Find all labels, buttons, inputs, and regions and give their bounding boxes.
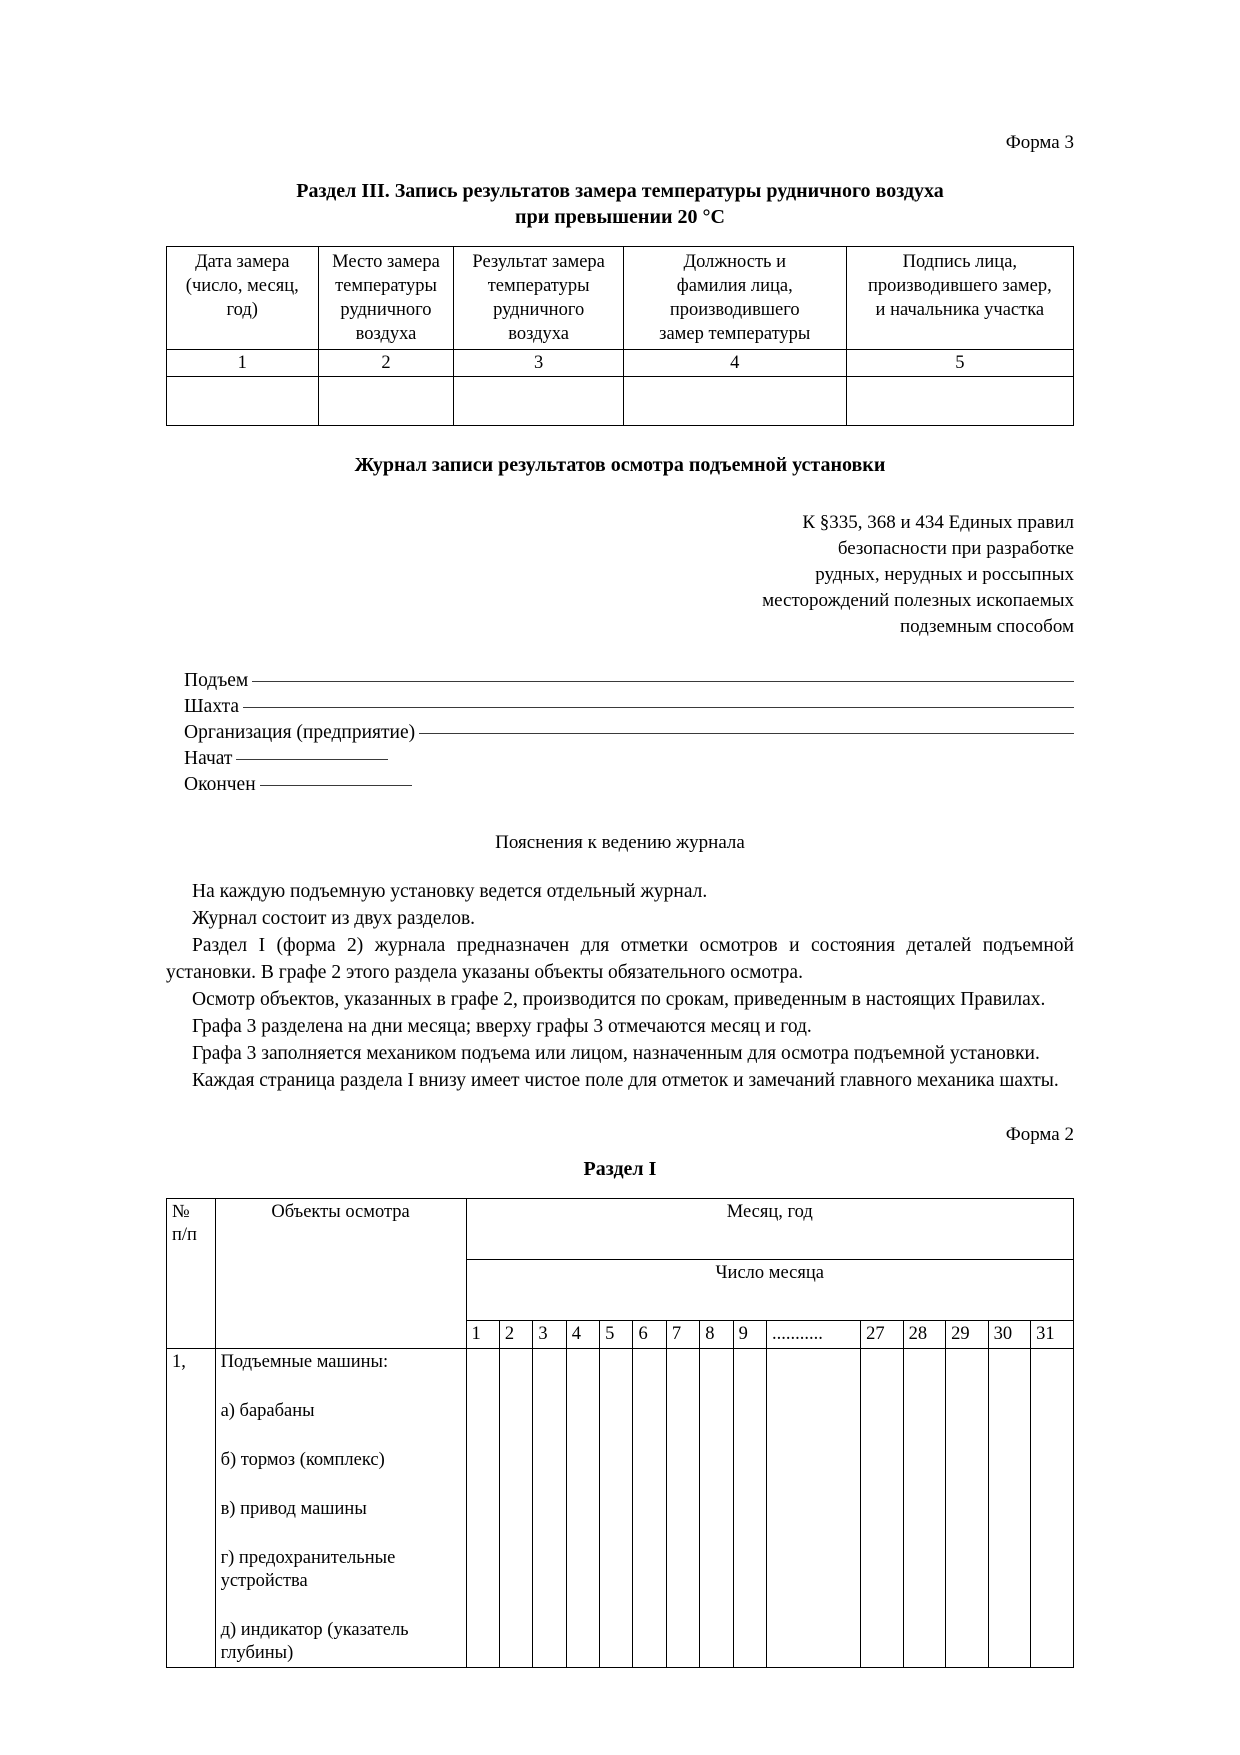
field-input-line[interactable] xyxy=(252,680,1074,682)
page-content xyxy=(166,0,1074,1668)
column-number: 5 xyxy=(846,350,1073,377)
table-header-cell-3 xyxy=(454,247,623,350)
table-header-cell-1 xyxy=(167,247,319,350)
header-cell-number xyxy=(167,1199,216,1349)
object-item: д) индикатор (указатель глубины) xyxy=(220,1620,409,1663)
day-cell[interactable] xyxy=(633,1349,666,1668)
explanations-heading: Пояснения к ведению журнала xyxy=(495,832,745,853)
column-number: 3 xyxy=(454,350,623,377)
journal-fields xyxy=(166,668,1074,798)
day-cell[interactable] xyxy=(499,1349,532,1668)
day-cell[interactable] xyxy=(861,1349,904,1668)
day-column-header: 5 xyxy=(600,1321,633,1349)
field-organizaciya[interactable] xyxy=(184,720,1074,746)
field-input-line[interactable] xyxy=(260,784,412,786)
field-label: Начат xyxy=(184,748,233,769)
header-text-line: Подпись лица, xyxy=(902,252,1018,272)
field-input-line[interactable] xyxy=(419,732,1074,734)
form-number-mid: Форма 2 xyxy=(1005,1124,1074,1145)
journal-title: Журнал записи результатов осмотра подъемной установки xyxy=(354,454,886,476)
table-row[interactable] xyxy=(167,1349,1074,1668)
header-text-line: фамилия лица, xyxy=(676,276,793,296)
explanation-paragraph: Каждая страница раздела I внизу имеет чистое поле для отметок и замечаний главного механика шахты. xyxy=(192,1070,1059,1091)
field-podem[interactable] xyxy=(184,668,1074,694)
reference-line: месторождений полезных ископаемых xyxy=(762,590,1074,611)
field-label: Подъем xyxy=(184,670,249,691)
explanation-paragraph: Осмотр объектов, указанных в графе 2, производится по срокам, приведенным в настоящих Правилах. xyxy=(192,989,1046,1010)
day-column-header: 28 xyxy=(903,1321,946,1349)
table-header-cell-2 xyxy=(318,247,454,350)
header-text-line: п/п xyxy=(172,1225,197,1245)
reference-line: безопасности при разработке xyxy=(837,538,1074,559)
field-input-line[interactable] xyxy=(243,706,1074,708)
day-cell[interactable] xyxy=(903,1349,946,1668)
section3-table xyxy=(166,246,1074,426)
column-number: 1 xyxy=(167,350,319,377)
day-column-header: 7 xyxy=(666,1321,699,1349)
day-column-header: 8 xyxy=(700,1321,733,1349)
header-text-line: Результат замера xyxy=(472,252,605,272)
header-text-line: производившего замер, xyxy=(867,276,1052,296)
field-input-line[interactable] xyxy=(236,758,388,760)
day-cell[interactable] xyxy=(733,1349,766,1668)
object-item: Подъемные машины: xyxy=(220,1352,389,1372)
object-item: в) привод машины xyxy=(220,1499,367,1519)
section1-header-row-month xyxy=(167,1199,1074,1260)
day-cell[interactable] xyxy=(466,1349,499,1668)
day-column-header: 1 xyxy=(466,1321,499,1349)
field-nachat[interactable] xyxy=(184,746,1074,772)
header-text-line: рудничного xyxy=(340,300,432,320)
field-shahta[interactable] xyxy=(184,694,1074,720)
table-header-cell-5 xyxy=(846,247,1073,350)
reference-line: К §335, 368 и 434 Единых правил xyxy=(802,512,1074,533)
day-column-header: 4 xyxy=(566,1321,599,1349)
field-label: Шахта xyxy=(184,696,240,717)
day-column-header: 30 xyxy=(988,1321,1031,1349)
header-text-line: рудничного xyxy=(493,300,585,320)
header-text-line: и начальника участка xyxy=(875,300,1045,320)
day-cell[interactable] xyxy=(1031,1349,1074,1668)
table-cell-empty[interactable] xyxy=(454,377,623,426)
header-text-line: Место замера xyxy=(332,252,440,272)
day-column-header-ellipsis: ........... xyxy=(767,1321,861,1349)
day-cell[interactable] xyxy=(700,1349,733,1668)
column-number: 4 xyxy=(623,350,846,377)
section3-title-line1: Раздел III. Запись результатов замера температуры рудничного воздуха xyxy=(296,180,944,202)
header-text-line: замер температуры xyxy=(659,324,811,344)
day-cell[interactable] xyxy=(533,1349,566,1668)
header-text-line: Дата замера xyxy=(195,252,290,272)
object-item: а) барабаны xyxy=(220,1401,315,1421)
day-cell[interactable] xyxy=(600,1349,633,1668)
day-cell[interactable] xyxy=(946,1349,989,1668)
header-text-line: (число, месяц, xyxy=(185,276,299,296)
day-column-header: 6 xyxy=(633,1321,666,1349)
day-column-header: 29 xyxy=(946,1321,989,1349)
day-column-header: 9 xyxy=(733,1321,766,1349)
table-header-cell-4 xyxy=(623,247,846,350)
day-column-header: 2 xyxy=(499,1321,532,1349)
reference-line: рудных, нерудных и россыпных xyxy=(815,564,1074,585)
day-cell[interactable] xyxy=(988,1349,1031,1668)
form-number-top: Форма 3 xyxy=(1005,132,1074,153)
object-item: б) тормоз (комплекс) xyxy=(220,1450,385,1470)
table-cell-empty[interactable] xyxy=(623,377,846,426)
row-objects-cell xyxy=(215,1349,466,1668)
header-text-line: год) xyxy=(226,300,258,320)
explanation-paragraph: Журнал состоит из двух разделов. xyxy=(192,908,476,929)
section1-table xyxy=(166,1198,1074,1668)
header-text-line: Должность и xyxy=(683,252,786,272)
header-cell-day-of-month: Число месяца xyxy=(466,1260,1073,1321)
table-column-number-row xyxy=(167,350,1074,377)
day-column-header: 3 xyxy=(533,1321,566,1349)
header-text-line: № xyxy=(172,1202,190,1222)
table-cell-empty[interactable] xyxy=(318,377,454,426)
section1-title: Раздел I xyxy=(583,1158,657,1180)
explanation-paragraph: Графа 3 разделена на дни месяца; вверху графы 3 отмечаются месяц и год. xyxy=(192,1016,812,1037)
explanation-paragraph: Раздел I (форма 2) журнала предназначен для отметки осмотров и состояния деталей подъемной установки. В графе 2 этого раздела указаны объекты обязательного осмотра. xyxy=(166,935,1074,983)
explanation-paragraph: На каждую подъемную установку ведется отдельный журнал. xyxy=(192,881,708,902)
table-row[interactable] xyxy=(167,377,1074,426)
object-item: г) предохранительные устройства xyxy=(220,1548,396,1591)
reference-line: подземным способом xyxy=(899,616,1074,637)
header-text-line: воздуха xyxy=(355,324,417,344)
day-column-header: 31 xyxy=(1031,1321,1074,1349)
column-number: 2 xyxy=(318,350,454,377)
day-cell[interactable] xyxy=(767,1349,861,1668)
header-text-line: температуры xyxy=(487,276,590,296)
section3-title-line2: при превышении 20 °C xyxy=(515,206,725,228)
day-cell[interactable] xyxy=(666,1349,699,1668)
table-cell-empty[interactable] xyxy=(846,377,1073,426)
day-column-header: 27 xyxy=(861,1321,904,1349)
row-number: 1, xyxy=(167,1349,216,1668)
header-text-line: температуры xyxy=(335,276,437,296)
journal-reference-block xyxy=(166,510,1074,640)
header-cell-objects: Объекты осмотра xyxy=(215,1199,466,1349)
header-text-line: воздуха xyxy=(508,324,569,344)
header-text-line: производившего xyxy=(669,300,800,320)
day-cell[interactable] xyxy=(566,1349,599,1668)
field-okonchen[interactable] xyxy=(184,772,1074,798)
field-label: Окончен xyxy=(184,774,256,795)
field-label: Организация (предприятие) xyxy=(184,722,416,743)
table-cell-empty[interactable] xyxy=(167,377,319,426)
table-header-row xyxy=(167,247,1074,350)
explanation-paragraph: Графа 3 заполняется механиком подъема или лицом, назначенным для осмотра подъемной установки. xyxy=(192,1043,1040,1064)
explanations-body xyxy=(166,878,1074,1094)
header-cell-month-year: Месяц, год xyxy=(466,1199,1073,1260)
